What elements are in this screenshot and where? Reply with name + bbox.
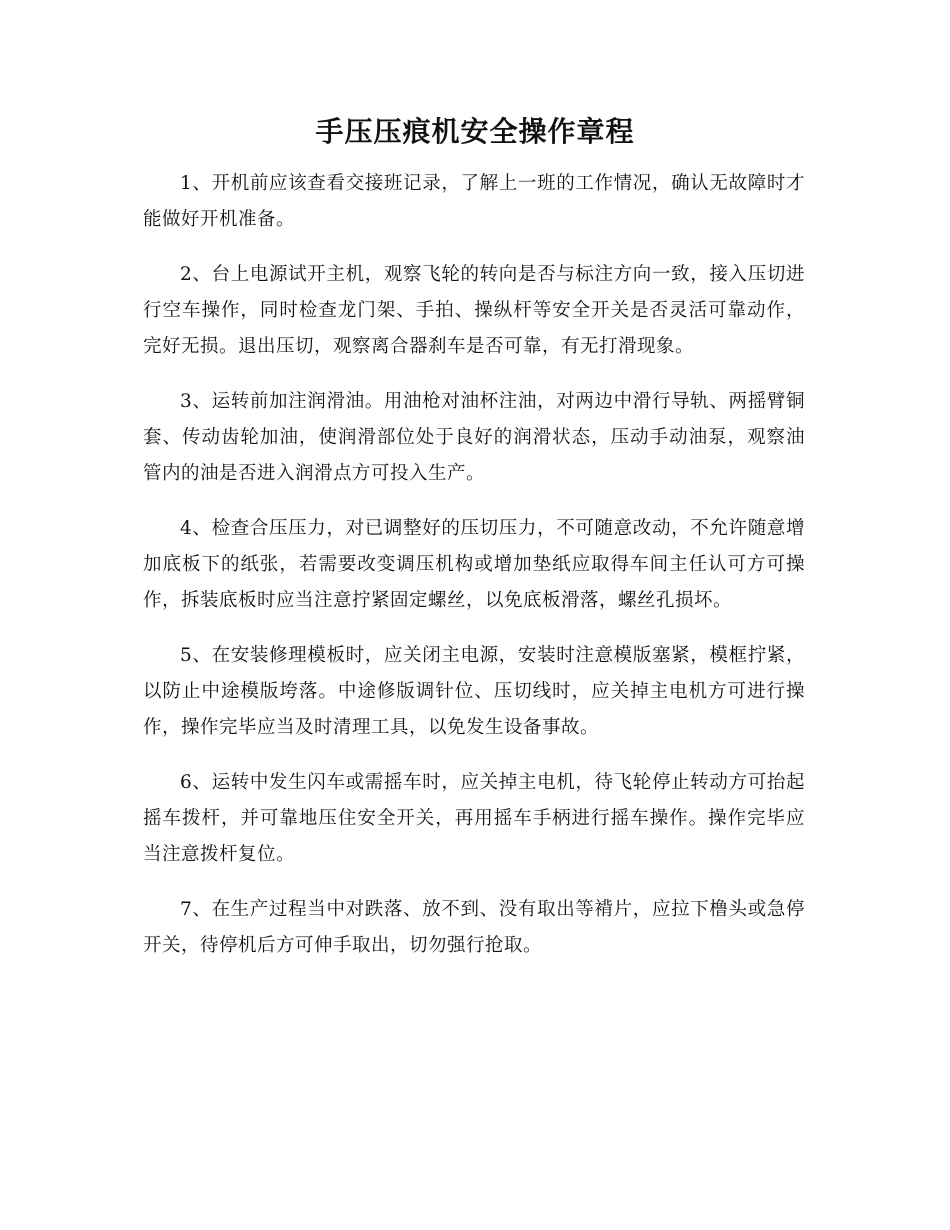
document-body	[143, 166, 805, 983]
paragraph-5: 5、在安装修理模板时，应关闭主电源，安装时注意模版塞紧，模框拧紧，以防止中途模版垮落。中途修版调针位、压切线时，应关掉主电机方可进行操作，操作完毕应当及时清理工具，以免发生设备事故。	[143, 645, 805, 738]
paragraph-4: 4、检查合压压力，对已调整好的压切压力，不可随意改动，不允许随意增加底板下的纸张，若需要改变调压机构或增加垫纸应取得车间主任认可方可操作，拆装底板时应当注意拧紧固定螺丝，以免底板滑落，螺丝孔损坏。	[143, 518, 805, 611]
paragraph-6: 6、运转中发生闪车或需摇车时，应关掉主电机，待飞轮停止转动方可抬起摇车拨杆，并可靠地压住安全开关，再用摇车手柄进行摇车操作。操作完毕应当注意拨杆复位。	[143, 772, 805, 865]
paragraph-7: 7、在生产过程当中对跌落、放不到、没有取出等褙片，应拉下橹头或急停开关，待停机后方可伸手取出，切勿强行抢取。	[143, 899, 805, 956]
document-title: 手压压痕机安全操作章程	[315, 115, 635, 148]
paragraph-1: 1、开机前应该查看交接班记录，了解上一班的工作情况，确认无故障时才能做好开机准备。	[143, 173, 805, 230]
paragraph-2: 2、台上电源试开主机，观察飞轮的转向是否与标注方向一致，接入压切进行空车操作，同时检查龙门架、手拍、操纵杆等安全开关是否灵活可靠动作，完好无损。退出压切，观察离合器刹车是否可靠，有无打滑现象。	[143, 264, 805, 357]
paragraph-3: 3、运转前加注润滑油。用油枪对油杯注油，对两边中滑行导轨、两摇臂铜套、传动齿轮加油，使润滑部位处于良好的润滑状态，压动手动油泵，观察油管内的油是否进入润滑点方可投入生产。	[143, 391, 805, 484]
